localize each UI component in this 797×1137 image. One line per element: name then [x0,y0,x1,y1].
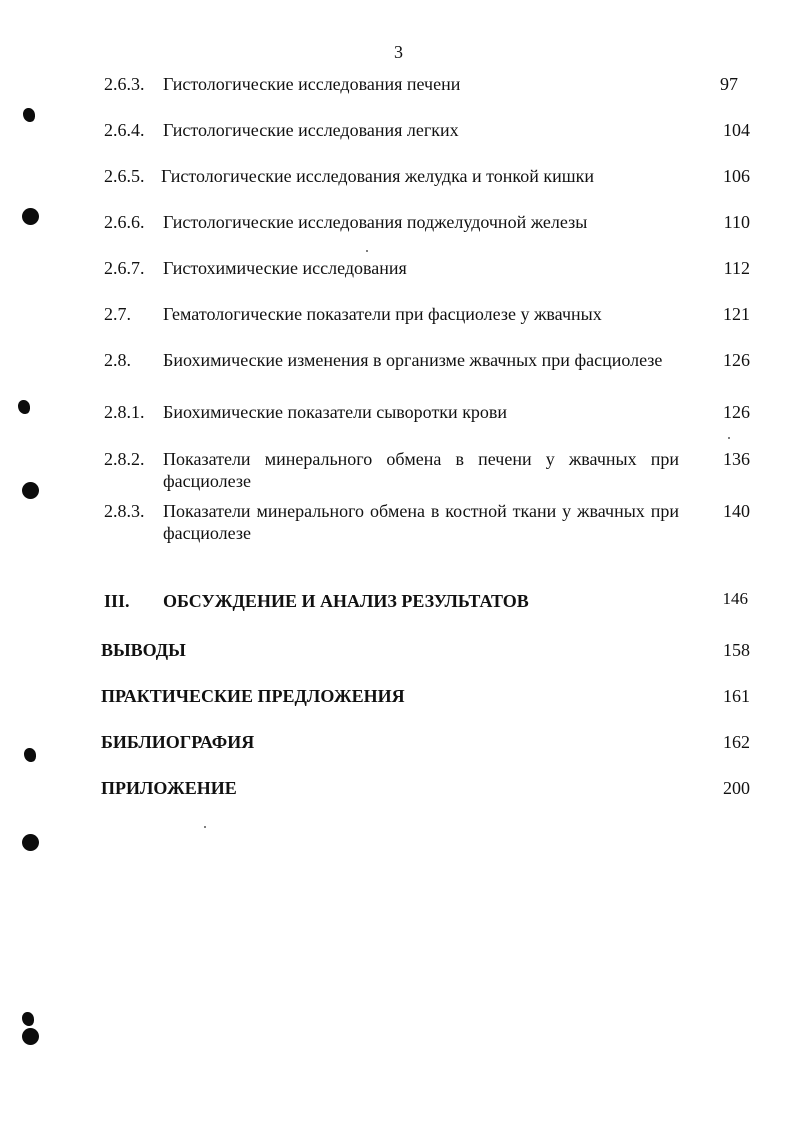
toc-chapter-title: ВЫВОДЫ [101,640,186,660]
toc-entry-page: 104 [723,120,750,140]
toc-entry-title: Гистологические исследования печени [163,74,461,94]
toc-entry-number: 2.6.7. [104,258,145,278]
toc-chapter-title: ПРАКТИЧЕСКИЕ ПРЕДЛОЖЕНИЯ [101,686,405,706]
toc-entry-number: 2.8.1. [104,402,145,422]
scan-speck [366,250,368,252]
punch-hole-icon [23,108,35,122]
toc-chapter-title: ОБСУЖДЕНИЕ И АНАЛИЗ РЕЗУЛЬТАТОВ [163,591,529,611]
scan-speck [728,437,730,439]
toc-entry-page: 110 [723,212,750,232]
toc-chapter-title: ПРИЛОЖЕНИЕ [101,778,237,798]
scan-speck [204,826,206,828]
page-number: 3 [394,42,403,62]
toc-entry-title: Гистологические исследования легких [163,120,459,140]
toc-entry-page: 136 [723,449,750,469]
toc-chapter-title: БИБЛИОГРАФИЯ [101,732,255,752]
toc-entry-page: 97 [720,74,738,94]
toc-chapter-number: III. [104,591,130,611]
toc-entry-number: 2.7. [104,304,131,324]
toc-entry-page: 106 [723,166,750,186]
toc-entry-title: Гистологические исследования желудка и тонкой кишки [161,166,595,186]
toc-entry-title: Показатели минерального обмена в печени у жвачных при фасциолезе [163,449,679,491]
toc-entry-number: 2.6.3. [104,74,145,94]
toc-entry-number: 2.8.3. [104,501,145,521]
toc-entry-title: Гематологические показатели при фасциолезе у жвачных [163,304,602,324]
toc-entry-number: 2.6.5. [104,166,145,186]
punch-hole-icon [22,482,39,499]
toc-chapter-page: 162 [723,732,750,752]
toc-entry-page: 126 [723,350,750,370]
toc-entry-page: 126 [723,402,750,422]
toc-chapter-page: 158 [723,640,750,660]
punch-hole-icon [24,748,36,762]
toc-entry-page: 121 [723,304,750,324]
toc-chapter-page: 161 [723,686,750,706]
toc-entry-title: Биохимические показатели сыворотки крови [163,402,508,422]
punch-hole-icon [22,208,39,225]
punch-hole-icon [22,1028,39,1045]
toc-entry-title: Гистохимические исследования [163,258,407,278]
toc-entry-number: 2.6.6. [104,212,145,232]
toc-chapter-page: 200 [723,778,750,798]
toc-entry-page: 112 [723,258,750,278]
toc-entry-title: Показатели минерального обмена в костной ткани у жвачных при фасциолезе [163,501,679,543]
toc-entry-number: 2.8.2. [104,449,145,469]
punch-hole-icon [22,834,39,851]
toc-entry-title: Гистологические исследования поджелудочной железы [163,212,588,232]
toc-entry-title: Биохимические изменения в организме жвачных при фасциолезе [163,350,663,370]
punch-hole-icon [22,1012,34,1026]
toc-entry-number: 2.8. [104,350,131,370]
toc-chapter-page: 146 [722,589,748,608]
toc-entry-page: 140 [723,501,750,521]
toc-entry-number: 2.6.4. [104,120,145,140]
punch-hole-icon [18,400,30,414]
